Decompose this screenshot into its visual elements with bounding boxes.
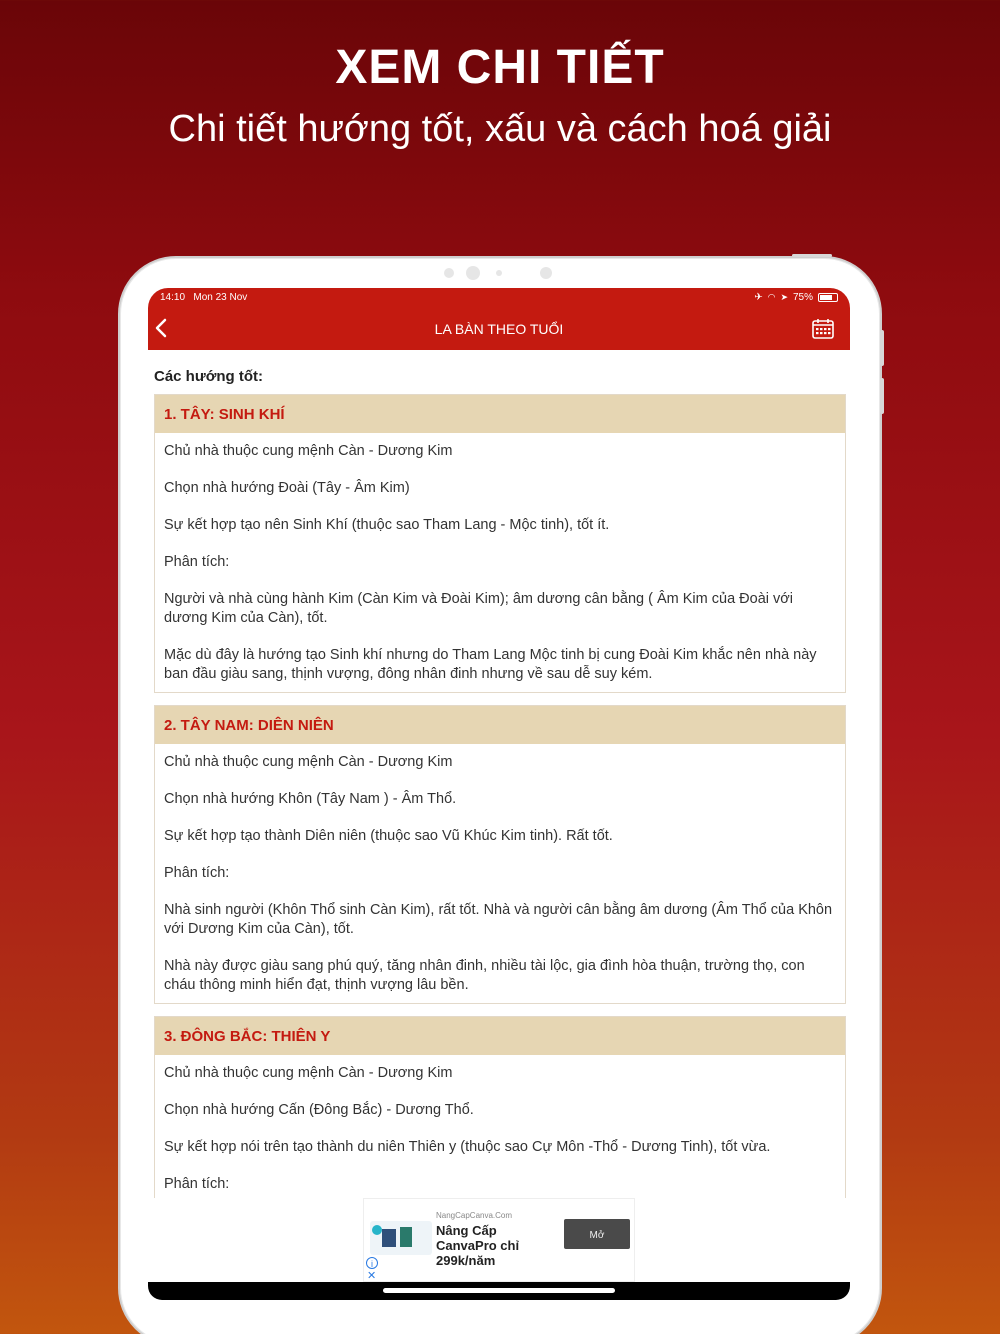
nav-bar <box>148 308 850 350</box>
card-line: Chọn nhà hướng Đoài (Tây - Âm Kim) <box>164 480 410 496</box>
card-line: Sự kết hợp tạo nên Sinh Khí (thuộc sao Tham Lang - Mộc tinh), tốt ít. <box>164 517 610 533</box>
section-heading: Các hướng tốt: <box>154 368 264 385</box>
tablet-side-button-top <box>880 330 884 366</box>
ad-source: NangCapCanva.Com <box>436 1211 513 1220</box>
card-heading: 3. ĐÔNG BẮC: THIÊN Y <box>155 1017 845 1055</box>
ad-thumbnail <box>370 1221 432 1255</box>
card-line: Nhà sinh người (Khôn Thổ sinh Càn Kim), rất tốt. Nhà và người cân bằng âm dương (Âm Thổ của Khôn với Dương Kim của Càn), tốt. <box>164 902 833 937</box>
card-line: Phân tích: <box>164 554 230 570</box>
card-line: Chủ nhà thuộc cung mệnh Càn - Dương Kim <box>164 1065 453 1081</box>
ad-open-button[interactable]: Mở <box>564 1219 630 1249</box>
home-indicator[interactable] <box>383 1288 615 1293</box>
card-line: Nhà này được giàu sang phú quý, tăng nhân đinh, nhiều tài lộc, gia đình hòa thuận, trường thọ, con cháu thông minh hiển đạt, thịnh vượng lâu bền. <box>164 958 805 993</box>
card-line: Người và nhà cùng hành Kim (Càn Kim và Đoài Kim); âm dương cân bằng ( Âm Kim của Đoài với dương Kim của Càn), tốt. <box>164 591 794 626</box>
ad-text: Nâng Cấp CanvaPro chỉ 299k/năm <box>436 1223 520 1268</box>
card-line: Sự kết hợp tạo thành Diên niên (thuộc sao Vũ Khúc Kim tinh). Rất tốt. <box>164 828 613 844</box>
close-icon[interactable]: ✕ <box>367 1270 377 1282</box>
tablet-camera <box>442 266 562 282</box>
card-line: Phân tích: <box>164 865 230 881</box>
airplane-icon: ✈ <box>754 292 763 303</box>
direction-card <box>154 705 846 1004</box>
wifi-icon: ◠ <box>767 292 776 302</box>
ad-banner[interactable] <box>363 1198 635 1282</box>
status-icons <box>754 292 838 303</box>
card-heading: 2. TÂY NAM: DIÊN NIÊN <box>155 706 845 744</box>
status-time-date <box>160 292 247 303</box>
battery-icon <box>818 293 838 302</box>
direction-card <box>154 1016 846 1198</box>
card-line: Phân tích: <box>164 1176 230 1192</box>
card-line: Chọn nhà hướng Khôn (Tây Nam ) - Âm Thổ. <box>164 791 457 807</box>
card-line: Chủ nhà thuộc cung mệnh Càn - Dương Kim <box>164 754 453 770</box>
calendar-button[interactable] <box>812 319 834 339</box>
status-bar <box>148 288 850 308</box>
status-date: Mon 23 Nov <box>193 292 248 303</box>
card-line: Mặc dù đây là hướng tạo Sinh khí nhưng do Tham Lang Mộc tinh bị cung Đoài Kim khắc nên nhà này ban đầu giàu sang, thịnh vượng, đông nhân đinh nhưng về sau dễ suy kém. <box>164 647 817 682</box>
nav-title: LA BÀN THEO TUỔI <box>434 321 564 337</box>
content-area[interactable] <box>148 350 850 1198</box>
home-bar <box>148 1282 850 1300</box>
tablet-top-button <box>792 254 832 257</box>
promo-title: XEM CHI TIẾT <box>335 41 665 94</box>
card-line: Chọn nhà hướng Cấn (Đông Bắc) - Dương Thổ. <box>164 1102 474 1118</box>
info-icon[interactable]: i <box>366 1257 378 1269</box>
promo-subtitle: Chi tiết hướng tốt, xấu và cách hoá giải <box>168 108 832 150</box>
tablet-side-button-bottom <box>880 378 884 414</box>
calendar-icon <box>812 319 834 339</box>
direction-card <box>154 394 846 693</box>
battery-percent: 75% <box>792 292 813 303</box>
app-screen <box>148 288 850 1300</box>
card-line: Sự kết hợp nói trên tạo thành du niên Thiên y (thuộc sao Cự Môn -Thổ - Dương Tinh), tốt vừa. <box>164 1139 771 1155</box>
location-icon: ➤ <box>780 292 788 302</box>
card-line: Chủ nhà thuộc cung mệnh Càn - Dương Kim <box>164 443 453 459</box>
card-heading: 1. TÂY: SINH KHÍ <box>155 395 845 433</box>
status-time: 14:10 <box>160 292 186 303</box>
